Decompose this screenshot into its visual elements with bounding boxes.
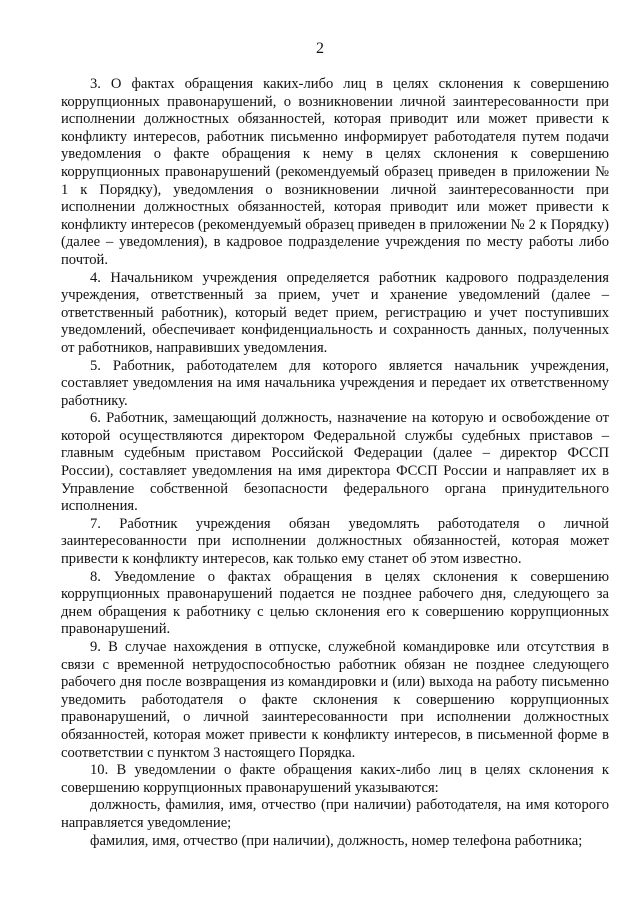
paragraph-9: 9. В случае нахождения в отпуске, служебной командировке или отсутствия в связи с временной нетрудоспособностью работник обязан не позднее следующего рабочего дня после возвращения из командировки и (или) выхода на работу письменно уведомить работодателя о факте склонения к совершению коррупционных правонарушений, о личной заинтересованности при исполнении должностных обязанностей, которая может привести к конфликту интересов, в письменной форме в соответствии с пунктом 3 настоящего Порядка. (61, 639, 609, 761)
paragraph-10: 10. В уведомлении о факте обращения каких-либо лиц в целях склонения к совершению коррупционных правонарушений указываются: (61, 762, 609, 796)
paragraph-3: 3. О фактах обращения каких-либо лиц в целях склонения к совершению коррупционных правонарушений, о возникновении личной заинтересованности при исполнении должностных обязанностей, которая приводит или может привести к конфликту интересов, работник письменно информирует работодателя путем подачи уведомления о факте обращения к нему в целях склонения к совершению коррупционных правонарушений (рекомендуемый образец приведен в приложении № 1 к Порядку), уведомления о возникновении личной заинтересованности при исполнении должностных обязанностей, которая приводит или может привести к конфликту интересов (рекомендуемый образец приведен в приложении № 2 к Порядку) (далее – уведомления), в кадровое подразделение учреждения по месту работы либо почтой. (61, 76, 609, 268)
paragraph-10-item-employer: должность, фамилия, имя, отчество (при наличии) работодателя, на имя которого направляется уведомление; (61, 797, 609, 831)
page-number: 2 (316, 40, 324, 57)
paragraph-8: 8. Уведомление о фактах обращения в целях склонения к совершению коррупционных правонарушений подается не позднее рабочего дня, следующего за днем обращения к работнику с целью склонения его к совершению коррупционных правонарушений. (61, 568, 609, 638)
document-body (61, 76, 609, 850)
paragraph-10-item-employee: фамилия, имя, отчество (при наличии), должность, номер телефона работника; (90, 832, 583, 849)
paragraph-5: 5. Работник, работодателем для которого является начальник учреждения, составляет уведомления на имя начальника учреждения и передает их ответственному работнику. (61, 357, 609, 409)
paragraph-7: 7. Работник учреждения обязан уведомлять работодателя о личной заинтересованности при исполнении должностных обязанностей, которая может привести к конфликту интересов, как только ему станет об этом известно. (61, 515, 609, 568)
paragraph-4: 4. Начальником учреждения определяется работник кадрового подразделения учреждения, ответственный за прием, учет и хранение уведомлений (далее – ответственный работник), который ведет прием, регистрацию и учет поступивших уведомлений, обеспечивает конфиденциальность и сохранность данных, полученных от работников, направивших уведомления. (61, 269, 609, 356)
paragraph-6: 6. Работник, замещающий должность, назначение на которую и освобождение от которой осуществляются директором Федеральной службы судебных приставов – главным судебным приставом Российской Федерации (далее – директор ФССП России), составляет уведомления на имя директора ФССП России и направляет их в Управление собственной безопасности федерального органа принудительного исполнения. (61, 410, 609, 515)
